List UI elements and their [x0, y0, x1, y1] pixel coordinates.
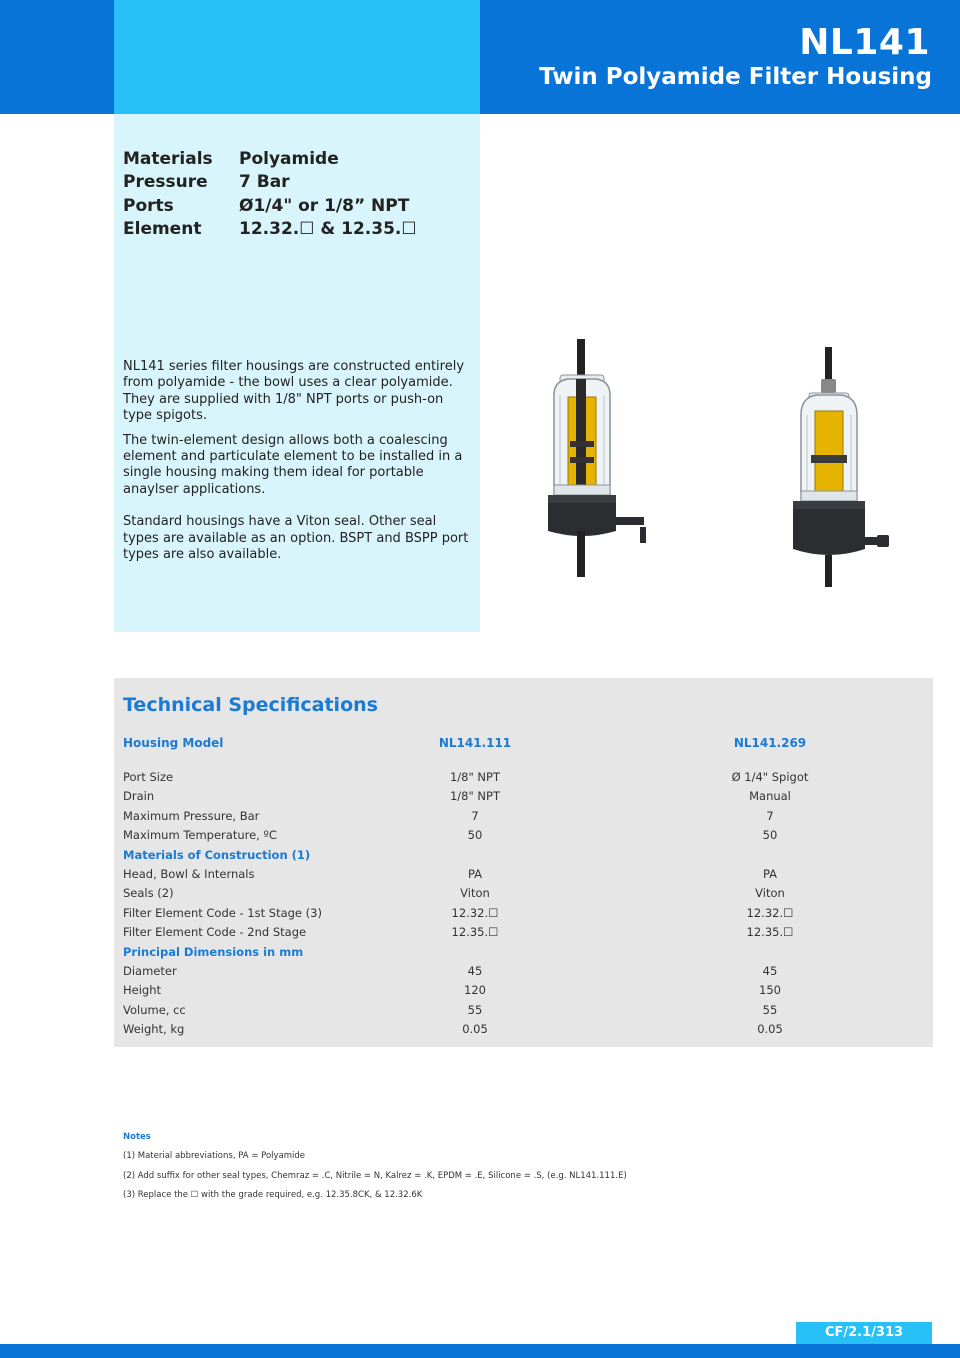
table-row — [123, 961, 923, 980]
table-row — [123, 767, 923, 786]
spec-table — [123, 733, 923, 1038]
table-row — [123, 922, 923, 941]
row-value-b: Manual — [749, 789, 791, 804]
spec-key: Ports — [123, 195, 174, 216]
table-section-row — [123, 942, 923, 961]
row-value-b: PA — [762, 866, 778, 881]
spec-value: Ø1/4" or 1/8” NPT — [239, 195, 410, 216]
spec-value: Polyamide — [239, 148, 339, 169]
row-label: Filter Element Code - 2nd Stage — [123, 925, 307, 940]
row-value-b: 55 — [762, 1002, 778, 1017]
note-item: (1) Material abbreviations, PA = Polyamide — [123, 1151, 306, 1161]
row-label: Filter Element Code - 1st Stage (3) — [123, 905, 322, 920]
technical-specifications — [114, 678, 933, 1047]
row-value-b: 12.35.☐ — [746, 925, 794, 940]
section-label: Principal Dimensions in mm — [123, 944, 304, 959]
spec-value: 7 Bar — [239, 172, 290, 193]
row-value-b: 7 — [766, 808, 774, 823]
row-value-b: 45 — [762, 963, 778, 978]
header-accent-block — [114, 0, 480, 114]
document-code: CF/2.1/313 — [796, 1322, 932, 1344]
description-paragraph: Standard housings have a Viton seal. Other seal types are available as an option. BSPT and BSPP port types are also available. — [123, 514, 469, 563]
header-model-a: NL141.111 — [438, 736, 512, 750]
row-value-a: 12.35.☐ — [451, 925, 499, 940]
row-value-b: 12.32.☐ — [746, 905, 794, 920]
spec-key: Pressure — [123, 172, 208, 193]
table-header-row — [123, 733, 923, 767]
table-row — [123, 883, 923, 902]
row-value-a: Viton — [460, 886, 490, 901]
row-label: Maximum Temperature, ºC — [123, 828, 277, 843]
table-row — [123, 903, 923, 922]
table-row — [123, 825, 923, 844]
row-value-a: 50 — [467, 828, 483, 843]
table-row — [123, 980, 923, 999]
header-label: Housing Model — [123, 736, 224, 750]
product-description — [123, 359, 475, 571]
notes-title: Notes — [123, 1132, 151, 1142]
table-row — [123, 864, 923, 883]
row-value-b: Viton — [755, 886, 785, 901]
row-value-a: 1/8" NPT — [449, 789, 500, 804]
row-value-a: 12.32.☐ — [451, 905, 499, 920]
row-label: Diameter — [123, 963, 177, 978]
info-panel — [114, 114, 480, 632]
description-paragraph: NL141 series filter housings are constructed entirely from polyamide - the bowl uses a clear polyamide. They are supplied with 1/8" NPT ports or push-on type spigots. — [123, 359, 465, 424]
spec-row-ports — [123, 194, 417, 218]
row-value-a: 45 — [467, 963, 483, 978]
table-row — [123, 1019, 923, 1038]
row-label: Head, Bowl & Internals — [123, 866, 255, 881]
notes — [123, 1132, 627, 1210]
row-label: Seals (2) — [123, 886, 174, 901]
product-image-nl141-111 — [530, 335, 660, 585]
row-value-a: 7 — [471, 808, 479, 823]
row-value-a: 120 — [464, 983, 486, 998]
row-label: Maximum Pressure, Bar — [123, 808, 260, 823]
spec-value: 12.32.☐ & 12.35.☐ — [239, 219, 417, 240]
row-value-b: Ø 1/4" Spigot — [731, 770, 809, 784]
row-value-a: 55 — [467, 1002, 483, 1017]
table-row — [123, 806, 923, 825]
row-value-b: 150 — [759, 983, 781, 998]
spec-row-pressure — [123, 171, 417, 195]
row-value-b: 50 — [762, 828, 778, 843]
row-label: Port Size — [123, 770, 174, 784]
spec-key: Element — [123, 219, 202, 240]
row-label: Weight, kg — [123, 1022, 185, 1037]
row-label: Height — [123, 983, 162, 998]
table-row — [123, 1000, 923, 1019]
table-row — [123, 786, 923, 805]
header-model-b: NL141.269 — [733, 736, 807, 750]
row-value-a: PA — [467, 866, 483, 881]
row-label: Volume, cc — [123, 1002, 186, 1017]
spec-key: Materials — [123, 148, 213, 169]
table-section-row — [123, 845, 923, 864]
spec-row-materials — [123, 147, 417, 171]
spec-row-element — [123, 218, 417, 242]
spec-list — [123, 147, 417, 241]
product-name: Twin Polyamide Filter Housing — [539, 64, 932, 90]
product-code: NL141 — [799, 22, 930, 63]
row-value-b: 0.05 — [757, 1022, 783, 1037]
footer-bar — [0, 1344, 960, 1358]
row-value-a: 0.05 — [462, 1022, 488, 1037]
row-label: Drain — [123, 789, 155, 804]
section-label: Materials of Construction (1) — [123, 847, 311, 862]
description-paragraph: The twin-element design allows both a coalescing element and particulate element to be installed in a single housing making them ideal for portable anaylser applications. — [123, 432, 463, 497]
note-item: (3) Replace the ☐ with the grade required, e.g. 12.35.8CK, & 12.32.6K — [123, 1190, 423, 1200]
product-image-nl141-269 — [785, 345, 895, 590]
row-value-a: 1/8" NPT — [449, 770, 500, 784]
section-title: Technical Specifications — [123, 694, 378, 716]
note-item: (2) Add suffix for other seal types, Chemraz = .C, Nitrile = N, Kalrez = .K, EPDM = .E, Silicone = .S, (e.g. NL141.111.E) — [123, 1170, 627, 1181]
